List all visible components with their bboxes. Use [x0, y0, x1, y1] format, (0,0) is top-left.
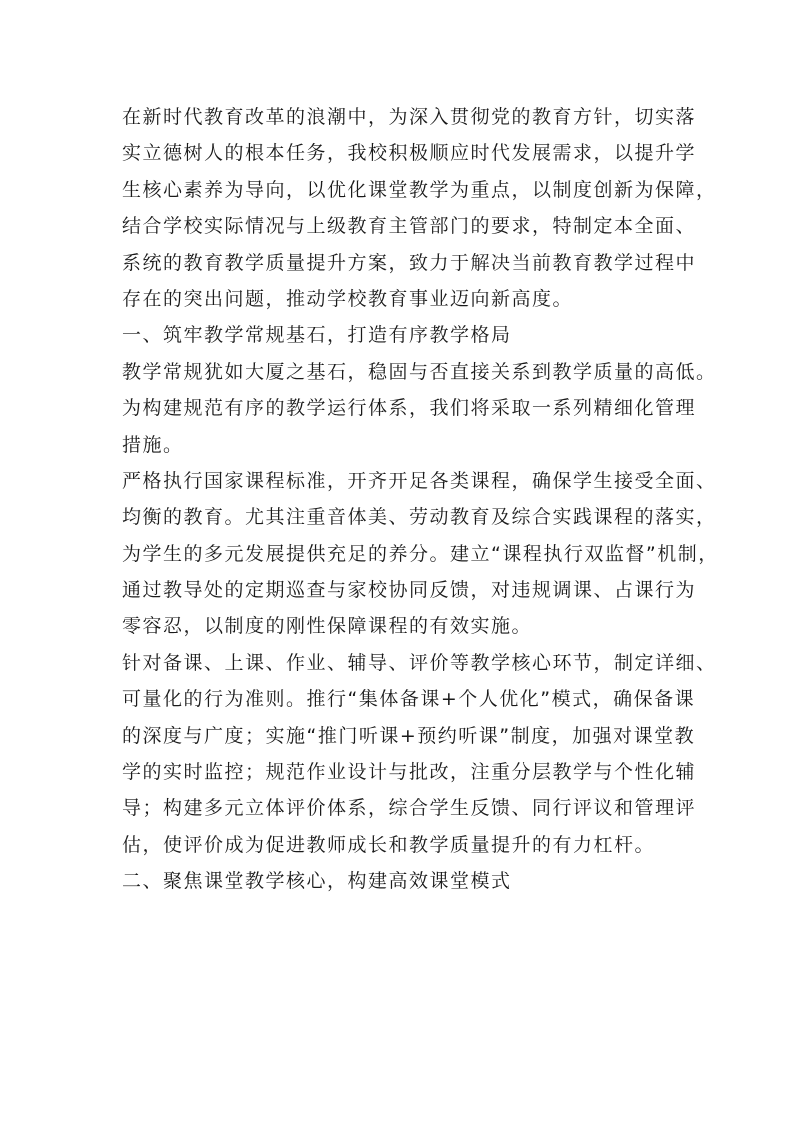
intro-line-5: 系统的教育教学质量提升方案，致力于解决当前教育教学过程中 [122, 251, 697, 274]
section1-para3-line-2: 可量化的行为准则。推行“集体备课+个人优化”模式，确保备课 [122, 688, 696, 711]
intro-line-2: 实立德树人的根本任务，我校积极顺应时代发展需求，以提升学 [122, 142, 697, 165]
section1-para2-line-5: 零容忍，以制度的刚性保障课程的有效实施。 [122, 615, 533, 638]
section1-para3-line-6: 估，使评价成为促进教师成长和教学质量提升的有力杠杆。 [122, 833, 656, 856]
section1-para3-line-4: 学的实时监控；规范作业设计与批改，注重分层教学与个性化辅 [122, 761, 697, 784]
section1-para3-line-3: 的深度与广度；实施“推门听课+预约听课”制度，加强对课堂教 [122, 724, 696, 747]
section1-para3-line-1: 针对备课、上课、作业、辅导、评价等教学核心环节，制定详细、 [122, 651, 717, 674]
intro-line-1: 在新时代教育改革的浪潮中，为深入贯彻党的教育方针，切实落 [122, 106, 697, 128]
section1-para1-line-1: 教学常规犹如大厦之基石，稳固与否直接关系到教学质量的高低。 [122, 360, 717, 383]
intro-line-6: 存在的突出问题，推动学校教育事业迈向新高度。 [122, 287, 574, 310]
section1-para2-line-3: 为学生的多元发展提供充足的养分。建立“课程执行双监督”机制， [122, 542, 719, 565]
section1-para2-line-1: 严格执行国家课程标准，开齐开足各类课程，确保学生接受全面、 [122, 469, 717, 492]
section1-para2-line-4: 通过教导处的定期巡查与家校协同反馈，对违规调课、占课行为 [122, 579, 697, 602]
section-heading-1: 一、筑牢教学常规基石，打造有序教学格局 [122, 324, 512, 347]
section1-para3-line-5: 导；构建多元立体评价体系，综合学生反馈、同行评议和管理评 [122, 797, 697, 820]
section1-para1-line-3: 措施。 [122, 433, 184, 456]
section-heading-2: 二、聚焦课堂教学核心，构建高效课堂模式 [122, 870, 512, 893]
intro-line-4: 结合学校实际情况与上级教育主管部门的要求，特制定本全面、 [122, 215, 697, 238]
section1-para2-line-2: 均衡的教育。尤其注重音体美、劳动教育及综合实践课程的落实， [122, 506, 717, 529]
intro-line-3: 生核心素养为导向，以优化课堂教学为重点，以制度创新为保障， [122, 178, 717, 201]
section1-para1-line-2: 为构建规范有序的教学运行体系，我们将采取一系列精细化管理 [122, 397, 697, 420]
document-body [122, 99, 719, 900]
